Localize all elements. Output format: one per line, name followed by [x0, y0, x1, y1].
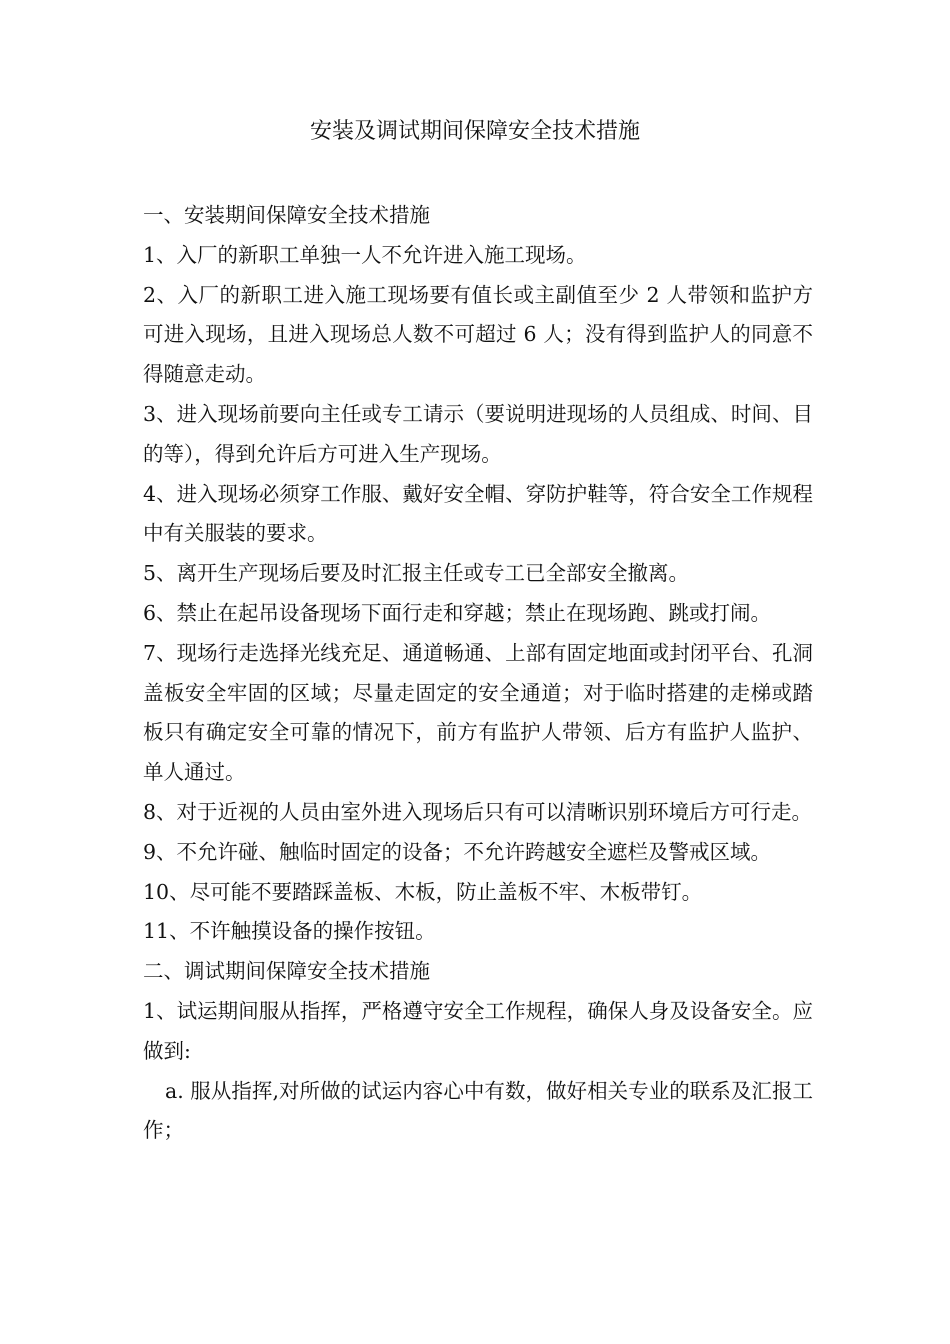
installation-item-5: 5、离开生产现场后要及时汇报主任或专工已全部安全撤离。 [143, 561, 690, 586]
installation-item-7: 7、现场行走选择光线充足、通道畅通、上部有固定地面或封闭平台、孔洞盖板安全牢固的区域；尽量走固定的安全通道；对于临时搭建的走梯或踏板只有确定安全可靠的情况下，前方有监护人带领、后方有监护人监护、单人通过。 [143, 640, 813, 785]
installation-item-10: 10、尽可能不要踏踩盖板、木板，防止盖板不牢、木板带钉。 [143, 879, 703, 904]
commissioning-item-1: 1、试运期间服从指挥，严格遵守安全工作规程，确保人身及设备安全。应做到: [143, 998, 813, 1063]
installation-item-11: 11、不许触摸设备的操作按钮。 [143, 919, 436, 944]
installation-item-4: 4、进入现场必须穿工作服、戴好安全帽、穿防护鞋等，符合安全工作规程中有关服装的要求。 [143, 481, 813, 546]
installation-item-8: 8、对于近视的人员由室外进入现场后只有可以清晰识别环境后方可行走。 [143, 799, 813, 824]
section-heading-installation: 一、安装期间保障安全技术措施 [143, 203, 430, 227]
commissioning-subitem-a: a. 服从指挥,对所做的试运内容心中有数，做好相关专业的联系及汇报工作； [143, 1078, 813, 1143]
installation-item-1: 1、入厂的新职工单独一人不允许进入施工现场。 [143, 242, 587, 267]
installation-item-9: 9、不允许碰、触临时固定的设备；不允许跨越安全遮栏及警戒区域。 [143, 839, 772, 864]
installation-item-2: 2、入厂的新职工进入施工现场要有值长或主副值至少 2 人带领和监护方可进入现场，且进入现场总人数不可超过 6 人；没有得到监护人的同意不得随意走动。 [143, 282, 813, 387]
document-title: 安装及调试期间保障安全技术措施 [309, 119, 640, 144]
document-body [143, 196, 813, 1151]
installation-item-3: 3、进入现场前要向主任或专工请示（要说明进现场的人员组成、时间、目的等），得到允许后方可进入生产现场。 [143, 401, 813, 466]
section-heading-commissioning: 二、调试期间保障安全技术措施 [143, 959, 430, 984]
installation-item-6: 6、禁止在起吊设备现场下面行走和穿越；禁止在现场跑、跳或打闹。 [143, 600, 772, 625]
